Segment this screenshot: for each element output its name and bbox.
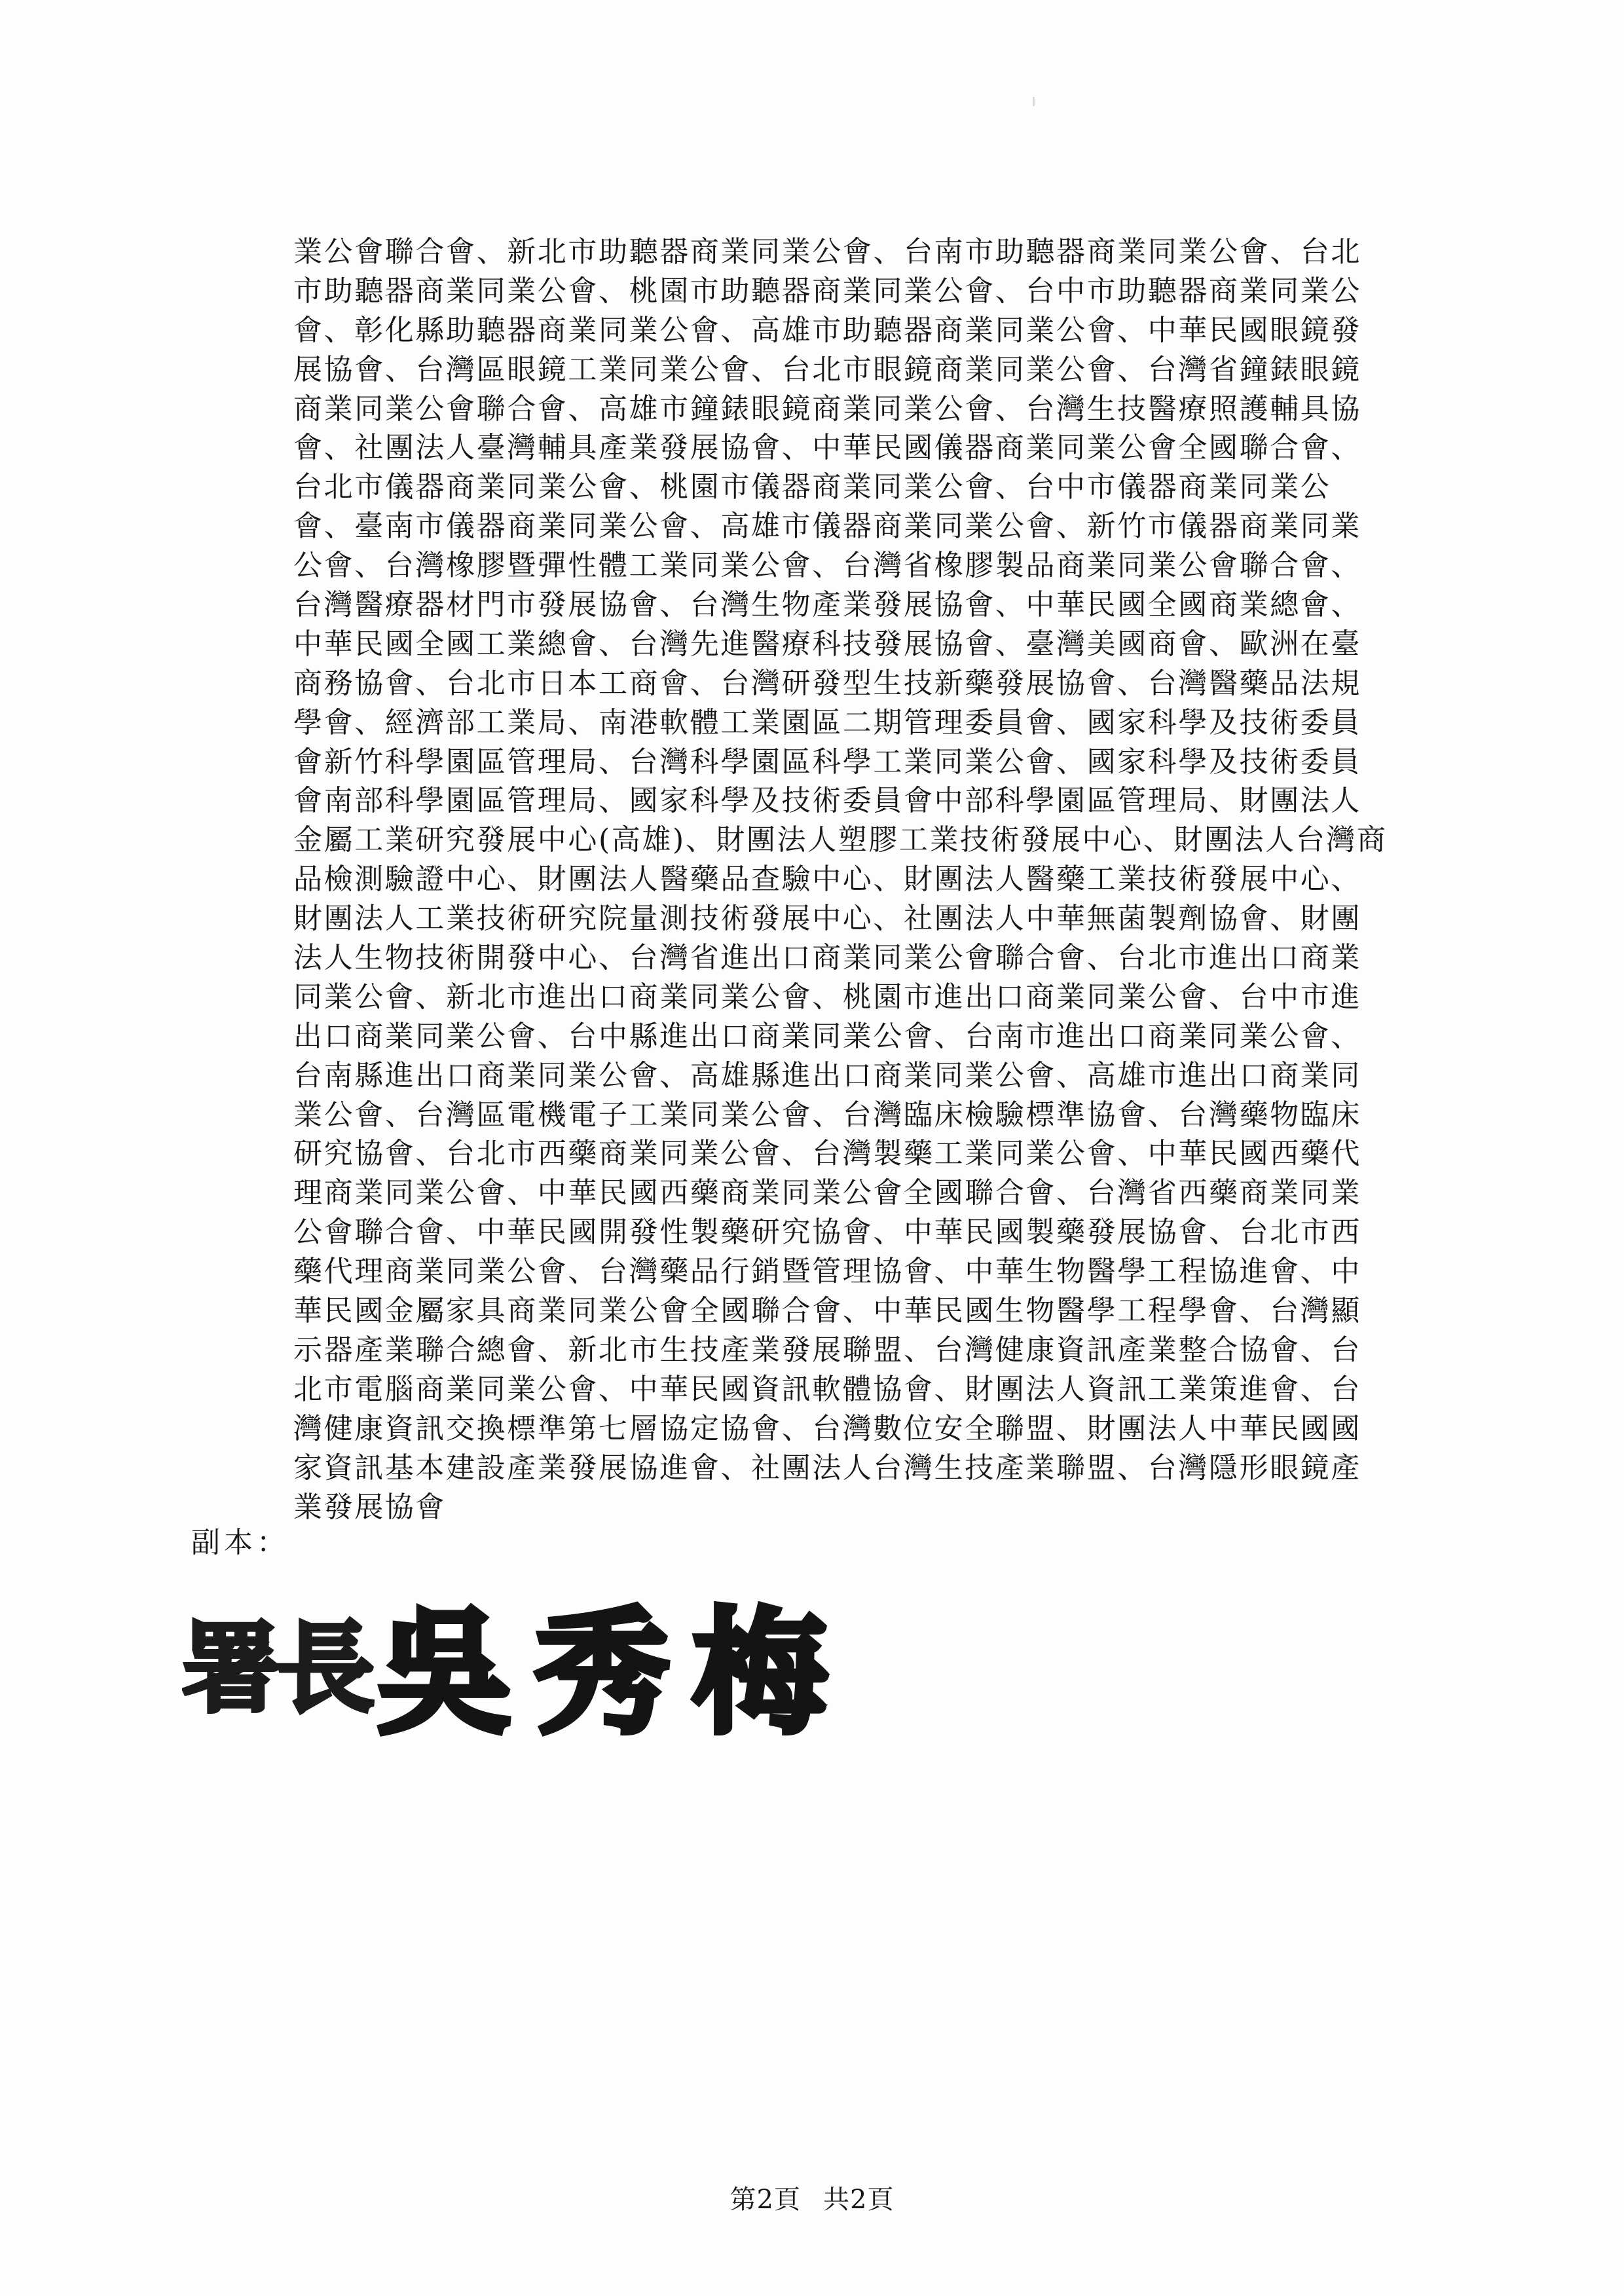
recipient-line: 展協會、台灣區眼鏡工業同業公會、台北市眼鏡商業同業公會、台灣省鐘錶眼鏡 [293,352,1361,386]
recipient-line: 台灣醫療器材門市發展協會、台灣生物產業發展協會、中華民國全國商業總會、 [293,588,1361,622]
recipient-list [293,232,1466,1527]
recipient-line: 公會聯合會、中華民國開發性製藥研究協會、中華民國製藥發展協會、台北市西 [293,1215,1361,1250]
recipient-line: 財團法人工業技術研究院量測技術發展中心、社團法人中華無菌製劑協會、財團 [293,902,1361,936]
recipient-line: 會新竹科學園區管理局、台灣科學園區科學工業同業公會、國家科學及技術委員 [293,745,1361,779]
recipient-line: 藥代理商業同業公會、台灣藥品行銷暨管理協會、中華生物醫學工程協進會、中 [293,1255,1361,1289]
signature-image [182,1591,889,1755]
recipient-line: 會、彰化縣助聽器商業同業公會、高雄市助聽器商業同業公會、中華民國眼鏡發 [293,313,1361,347]
signature-title: 署長 [182,1611,371,1726]
recipient-line: 品檢測驗證中心、財團法人醫藥品查驗中心、財團法人醫藥工業技術發展中心、 [293,862,1361,897]
recipient-line: 台南縣進出口商業同業公會、高雄縣進出口商業同業公會、高雄市進出口商業同 [293,1058,1361,1092]
recipient-line: 業公會聯合會、新北市助聽器商業同業公會、台南市助聽器商業同業公會、台北 [293,235,1361,268]
recipient-line: 業公會、台灣區電機電子工業同業公會、台灣臨床檢驗標準協會、台灣藥物臨床 [293,1098,1361,1132]
recipient-line: 金屬工業研究發展中心(高雄)、財團法人塑膠工業技術發展中心、財團法人台灣商 [293,823,1388,857]
recipient-line: 商務協會、台北市日本工商會、台灣研發型生技新藥發展協會、台灣醫藥品法規 [293,666,1361,700]
page-total: 共2頁 [823,2185,895,2215]
recipient-line: 會南部科學園區管理局、國家科學及技術委員會中部科學園區管理局、財團法人 [293,784,1361,818]
recipient-line: 灣健康資訊交換標準第七層協定協會、台灣數位安全聯盟、財團法人中華民國國 [293,1411,1361,1445]
recipient-line: 商業同業公會聯合會、高雄市鐘錶眼鏡商業同業公會、台灣生技醫療照護輔具協 [293,392,1361,426]
recipient-line: 理商業同業公會、中華民國西藥商業同業公會全國聯合會、台灣省西藥商業同業 [293,1176,1361,1210]
recipient-line: 會、臺南市儀器商業同業公會、高雄市儀器商業同業公會、新竹市儀器商業同業 [293,509,1361,544]
signature-name: 吳秀梅 [377,1595,851,1752]
recipient-line: 台北市儀器商業同業公會、桃園市儀器商業同業公會、台中市儀器商業同業公 [293,470,1331,504]
page-current: 第2頁 [729,2185,801,2215]
recipient-line: 同業公會、新北市進出口商業同業公會、桃園市進出口商業同業公會、台中市進 [293,980,1361,1014]
recipient-line: 法人生物技術開發中心、台灣省進出口商業同業公會聯合會、台北市進出口商業 [293,941,1361,975]
recipient-line: 中華民國全國工業總會、台灣先進醫療科技發展協會、臺灣美國商會、歐洲在臺 [293,627,1361,661]
recipient-line: 會、社團法人臺灣輔具產業發展協會、中華民國儀器商業同業公會全國聯合會、 [293,431,1361,465]
recipient-line: 業發展協會 [293,1490,446,1524]
recipient-line: 華民國金屬家具商業同業公會全國聯合會、中華民國生物醫學工程學會、台灣顯 [293,1294,1361,1328]
scan-mark [1033,97,1035,106]
recipient-line: 示器產業聯合總會、新北市生技產業發展聯盟、台灣健康資訊產業整合協會、台 [293,1333,1361,1367]
recipient-line: 家資訊基本建設產業發展協進會、社團法人台灣生技產業聯盟、台灣隱形眼鏡產 [293,1451,1361,1485]
recipient-line: 公會、台灣橡膠暨彈性體工業同業公會、台灣省橡膠製品商業同業公會聯合會、 [293,549,1361,583]
signature-stamp [182,1591,889,1755]
page-number [0,2179,1624,2216]
recipient-line: 學會、經濟部工業局、南港軟體工業園區二期管理委員會、國家科學及技術委員 [293,705,1361,739]
recipient-line: 北市電腦商業同業公會、中華民國資訊軟體協會、財團法人資訊工業策進會、台 [293,1372,1361,1406]
recipient-line: 市助聽器商業同業公會、桃園市助聽器商業同業公會、台中市助聽器商業同業公 [293,274,1361,308]
recipient-line: 出口商業同業公會、台中縣進出口商業同業公會、台南市進出口商業同業公會、 [293,1019,1361,1053]
copy-label: 副本： [191,1526,289,1559]
recipient-line: 研究協會、台北市西藥商業同業公會、台灣製藥工業同業公會、中華民國西藥代 [293,1137,1361,1171]
